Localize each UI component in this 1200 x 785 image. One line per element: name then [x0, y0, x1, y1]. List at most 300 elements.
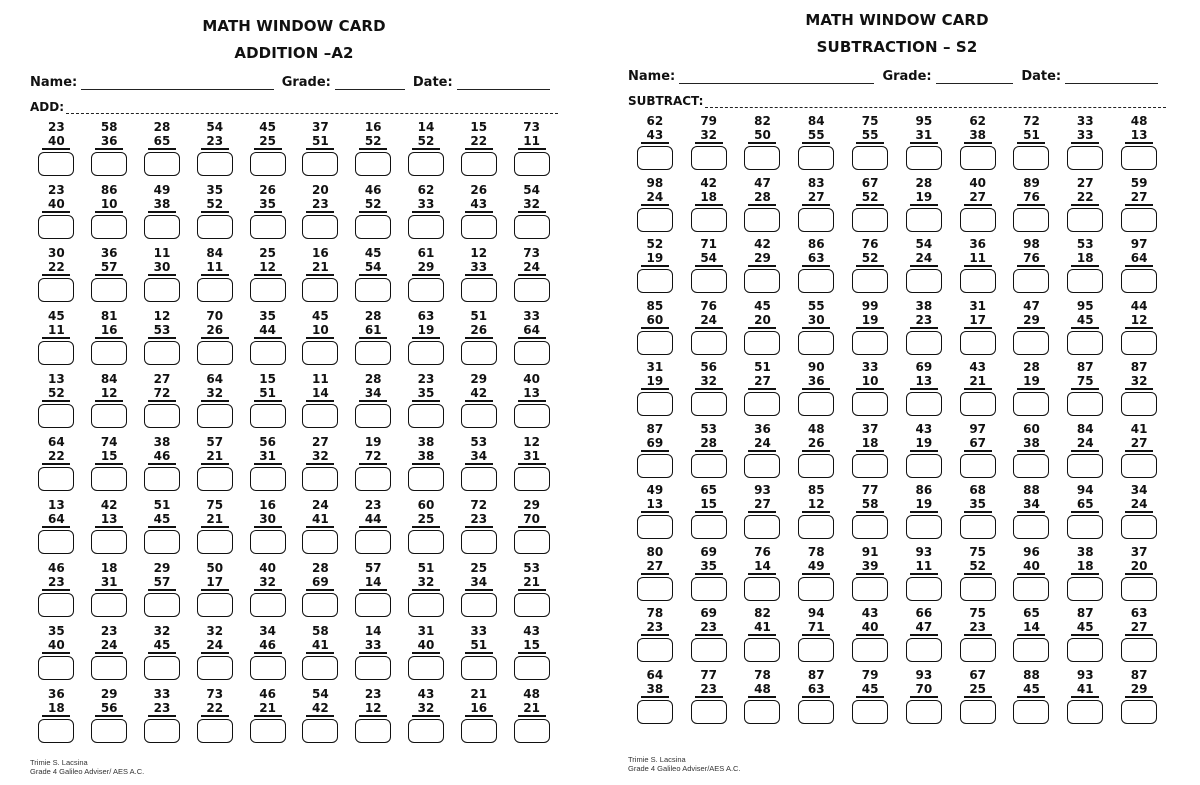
bottom-number: 65 [1071, 497, 1099, 513]
author-footer [628, 755, 741, 773]
answer-box[interactable] [1067, 577, 1103, 601]
answer-box[interactable] [461, 215, 497, 239]
answer-box[interactable] [408, 530, 444, 554]
problem-cell [83, 246, 136, 309]
bottom-number: 24 [695, 313, 723, 329]
answer-box[interactable] [852, 269, 888, 293]
date-field[interactable] [1065, 69, 1158, 84]
bottom-number: 26 [201, 323, 229, 339]
answer-box[interactable] [461, 404, 497, 428]
answer-box[interactable] [906, 392, 942, 416]
answer-box[interactable] [302, 215, 338, 239]
answer-box[interactable] [408, 719, 444, 743]
answer-box[interactable] [637, 638, 673, 662]
answer-box[interactable] [514, 215, 550, 239]
top-number: 68 [969, 483, 987, 497]
bottom-number: 18 [695, 190, 723, 206]
top-number: 28 [364, 309, 382, 323]
name-label: Name: [628, 69, 676, 84]
dashed-divider [66, 105, 558, 114]
answer-box[interactable] [1067, 700, 1103, 724]
answer-box[interactable] [852, 638, 888, 662]
answer-box[interactable] [906, 515, 942, 539]
answer-box[interactable] [691, 331, 727, 355]
answer-box[interactable] [691, 454, 727, 478]
bottom-number: 11 [201, 260, 229, 276]
answer-box[interactable] [852, 515, 888, 539]
problem-cell [400, 624, 453, 687]
top-number: 26 [259, 183, 276, 197]
answer-box[interactable] [38, 467, 74, 491]
answer-box[interactable] [1121, 454, 1157, 478]
answer-box[interactable] [744, 208, 780, 232]
answer-box[interactable] [355, 341, 391, 365]
grade-field[interactable] [936, 69, 1014, 84]
answer-box[interactable] [691, 146, 727, 170]
answer-box[interactable] [1067, 454, 1103, 478]
answer-box[interactable] [798, 577, 834, 601]
answer-box[interactable] [637, 454, 673, 478]
answer-box[interactable] [798, 700, 834, 724]
answer-box[interactable] [91, 656, 127, 680]
bottom-number: 57 [95, 260, 123, 276]
answer-box[interactable] [637, 577, 673, 601]
answer-box[interactable] [250, 152, 286, 176]
answer-box[interactable] [960, 146, 996, 170]
answer-box[interactable] [144, 593, 180, 617]
answer-box[interactable] [906, 700, 942, 724]
name-field[interactable] [81, 75, 273, 90]
answer-box[interactable] [38, 719, 74, 743]
answer-box[interactable] [197, 152, 233, 176]
author-name: Trimie S. Lacsina [30, 758, 88, 767]
top-number: 87 [646, 421, 664, 436]
top-number: 70 [206, 309, 224, 323]
answer-box[interactable] [38, 152, 74, 176]
answer-box[interactable] [302, 341, 338, 365]
problem-cell [136, 246, 189, 309]
answer-box[interactable] [852, 392, 888, 416]
problem-cell [241, 246, 294, 309]
answer-box[interactable] [250, 215, 286, 239]
answer-box[interactable] [798, 392, 834, 416]
answer-box[interactable] [744, 146, 780, 170]
answer-box[interactable] [408, 593, 444, 617]
answer-box[interactable] [144, 341, 180, 365]
answer-box[interactable] [798, 269, 834, 293]
top-number: 64 [48, 435, 65, 449]
answer-box[interactable] [408, 278, 444, 302]
answer-box[interactable] [852, 577, 888, 601]
bottom-number: 34 [465, 449, 493, 465]
answer-box[interactable] [744, 269, 780, 293]
answer-box[interactable] [1121, 577, 1157, 601]
top-number: 28 [915, 175, 933, 190]
answer-box[interactable] [1013, 700, 1049, 724]
top-number: 85 [807, 483, 825, 497]
top-number: 34 [259, 624, 276, 638]
answer-box[interactable] [637, 331, 673, 355]
answer-box[interactable] [1067, 392, 1103, 416]
answer-box[interactable] [355, 719, 391, 743]
answer-box[interactable] [355, 215, 391, 239]
top-number: 75 [969, 606, 987, 620]
problem-cell [1058, 237, 1112, 299]
answer-box[interactable] [1013, 454, 1049, 478]
answer-box[interactable] [302, 530, 338, 554]
date-field[interactable] [457, 75, 550, 90]
answer-box[interactable] [798, 454, 834, 478]
answer-box[interactable] [744, 454, 780, 478]
top-number: 83 [807, 175, 825, 190]
answer-box[interactable] [906, 454, 942, 478]
answer-box[interactable] [744, 638, 780, 662]
bottom-number: 33 [1071, 128, 1099, 144]
bottom-number: 41 [748, 620, 776, 636]
answer-box[interactable] [960, 392, 996, 416]
answer-box[interactable] [1121, 392, 1157, 416]
answer-box[interactable] [197, 278, 233, 302]
top-number: 42 [100, 498, 118, 512]
answer-box[interactable] [302, 719, 338, 743]
answer-box[interactable] [250, 530, 286, 554]
answer-box[interactable] [1121, 146, 1157, 170]
problem-cell [1005, 545, 1059, 607]
answer-box[interactable] [514, 404, 550, 428]
answer-box[interactable] [144, 467, 180, 491]
answer-box[interactable] [1067, 331, 1103, 355]
problem-cell [682, 176, 736, 238]
problem-cell [1058, 114, 1112, 176]
answer-box[interactable] [1067, 515, 1103, 539]
answer-box[interactable] [1013, 638, 1049, 662]
answer-box[interactable] [197, 530, 233, 554]
top-number: 86 [915, 483, 933, 497]
top-number: 55 [807, 298, 825, 313]
bottom-number: 13 [518, 386, 546, 402]
answer-box[interactable] [852, 208, 888, 232]
bottom-number: 64 [42, 512, 70, 528]
answer-box[interactable] [852, 146, 888, 170]
problem-cell [136, 120, 189, 183]
top-number: 94 [1076, 483, 1094, 497]
top-number: 11 [153, 246, 171, 260]
top-number: 36 [969, 237, 987, 251]
bottom-number: 61 [359, 323, 387, 339]
answer-box[interactable] [514, 467, 550, 491]
answer-box[interactable] [355, 593, 391, 617]
answer-box[interactable] [960, 638, 996, 662]
answer-box[interactable] [1121, 208, 1157, 232]
answer-box[interactable] [408, 467, 444, 491]
answer-box[interactable] [691, 515, 727, 539]
answer-box[interactable] [91, 215, 127, 239]
answer-box[interactable] [461, 530, 497, 554]
top-number: 66 [915, 606, 933, 620]
answer-box[interactable] [408, 404, 444, 428]
top-number: 11 [312, 372, 329, 386]
answer-box[interactable] [852, 454, 888, 478]
bottom-number: 32 [306, 449, 334, 465]
problem-cell [1005, 237, 1059, 299]
answer-box[interactable] [1121, 269, 1157, 293]
answer-box[interactable] [461, 341, 497, 365]
bottom-number: 38 [964, 128, 992, 144]
answer-box[interactable] [302, 404, 338, 428]
bottom-number: 38 [1017, 436, 1045, 452]
answer-box[interactable] [144, 278, 180, 302]
answer-box[interactable] [1121, 638, 1157, 662]
problem-cell [736, 545, 790, 607]
answer-box[interactable] [197, 467, 233, 491]
answer-box[interactable] [197, 656, 233, 680]
answer-box[interactable] [852, 331, 888, 355]
top-number: 74 [100, 435, 118, 449]
bottom-number: 42 [306, 701, 334, 717]
answer-box[interactable] [798, 515, 834, 539]
answer-box[interactable] [960, 515, 996, 539]
name-field[interactable] [679, 69, 874, 84]
top-number: 53 [700, 421, 718, 436]
answer-box[interactable] [906, 208, 942, 232]
answer-box[interactable] [906, 331, 942, 355]
answer-box[interactable] [250, 656, 286, 680]
grade-field[interactable] [335, 75, 405, 90]
answer-box[interactable] [691, 638, 727, 662]
answer-box[interactable] [1067, 269, 1103, 293]
answer-box[interactable] [91, 719, 127, 743]
answer-box[interactable] [1067, 146, 1103, 170]
answer-box[interactable] [461, 278, 497, 302]
answer-box[interactable] [960, 208, 996, 232]
answer-box[interactable] [91, 341, 127, 365]
answer-box[interactable] [91, 530, 127, 554]
answer-box[interactable] [355, 278, 391, 302]
answer-box[interactable] [91, 593, 127, 617]
bottom-number: 67 [964, 436, 992, 452]
answer-box[interactable] [691, 577, 727, 601]
bottom-number: 31 [910, 128, 938, 144]
answer-box[interactable] [637, 700, 673, 724]
answer-box[interactable] [1013, 146, 1049, 170]
answer-box[interactable] [514, 593, 550, 617]
answer-box[interactable] [250, 404, 286, 428]
answer-box[interactable] [744, 331, 780, 355]
answer-box[interactable] [408, 656, 444, 680]
answer-box[interactable] [197, 404, 233, 428]
answer-box[interactable] [691, 392, 727, 416]
answer-box[interactable] [302, 593, 338, 617]
answer-box[interactable] [461, 593, 497, 617]
answer-box[interactable] [197, 719, 233, 743]
answer-box[interactable] [144, 215, 180, 239]
answer-box[interactable] [38, 404, 74, 428]
answer-box[interactable] [461, 719, 497, 743]
problem-cell [951, 114, 1005, 176]
problem-cell [294, 246, 347, 309]
answer-box[interactable] [798, 331, 834, 355]
answer-box[interactable] [1121, 515, 1157, 539]
answer-box[interactable] [144, 656, 180, 680]
top-number: 67 [969, 667, 987, 682]
problem-cell [843, 422, 897, 484]
answer-box[interactable] [197, 593, 233, 617]
answer-box[interactable] [1121, 331, 1157, 355]
answer-box[interactable] [91, 467, 127, 491]
answer-box[interactable] [144, 152, 180, 176]
answer-box[interactable] [1067, 208, 1103, 232]
answer-box[interactable] [691, 208, 727, 232]
answer-box[interactable] [38, 278, 74, 302]
answer-box[interactable] [906, 146, 942, 170]
answer-box[interactable] [38, 656, 74, 680]
answer-box[interactable] [1013, 577, 1049, 601]
answer-box[interactable] [144, 404, 180, 428]
top-number: 42 [754, 237, 771, 251]
answer-box[interactable] [461, 152, 497, 176]
answer-box[interactable] [355, 530, 391, 554]
answer-box[interactable] [38, 530, 74, 554]
answer-box[interactable] [514, 341, 550, 365]
top-number: 90 [807, 360, 825, 374]
problem-cell [83, 183, 136, 246]
answer-box[interactable] [637, 208, 673, 232]
answer-box[interactable] [302, 467, 338, 491]
answer-box[interactable] [250, 278, 286, 302]
answer-box[interactable] [1121, 700, 1157, 724]
answer-box[interactable] [144, 719, 180, 743]
top-number: 48 [523, 687, 540, 701]
answer-box[interactable] [302, 656, 338, 680]
problem-cell [347, 687, 400, 750]
answer-box[interactable] [91, 152, 127, 176]
problem-cell [30, 120, 83, 183]
answer-box[interactable] [906, 577, 942, 601]
answer-box[interactable] [1013, 392, 1049, 416]
answer-box[interactable] [1013, 331, 1049, 355]
problem-cell [452, 624, 505, 687]
problem-cell [347, 246, 400, 309]
answer-box[interactable] [514, 530, 550, 554]
answer-box[interactable] [798, 208, 834, 232]
answer-box[interactable] [144, 530, 180, 554]
answer-box[interactable] [637, 392, 673, 416]
bottom-number: 48 [748, 682, 776, 698]
answer-box[interactable] [798, 638, 834, 662]
answer-box[interactable] [691, 269, 727, 293]
problem-cell [241, 372, 294, 435]
bottom-number: 49 [802, 559, 830, 575]
top-number: 33 [861, 360, 879, 374]
answer-box[interactable] [514, 656, 550, 680]
answer-box[interactable] [744, 700, 780, 724]
answer-box[interactable] [960, 331, 996, 355]
answer-box[interactable] [906, 269, 942, 293]
answer-box[interactable] [38, 593, 74, 617]
top-number: 93 [915, 544, 933, 559]
problem-cell [400, 687, 453, 750]
answer-box[interactable] [408, 152, 444, 176]
answer-box[interactable] [250, 719, 286, 743]
answer-box[interactable] [91, 404, 127, 428]
answer-box[interactable] [960, 577, 996, 601]
answer-box[interactable] [744, 392, 780, 416]
answer-box[interactable] [906, 638, 942, 662]
answer-box[interactable] [408, 215, 444, 239]
answer-box[interactable] [461, 656, 497, 680]
top-number: 72 [1023, 114, 1040, 128]
answer-box[interactable] [1067, 638, 1103, 662]
answer-box[interactable] [408, 341, 444, 365]
answer-box[interactable] [514, 719, 550, 743]
answer-box[interactable] [91, 278, 127, 302]
problem-cell [505, 120, 558, 183]
top-number: 60 [1023, 421, 1040, 436]
answer-box[interactable] [637, 515, 673, 539]
answer-box[interactable] [960, 454, 996, 478]
bottom-number: 10 [306, 323, 334, 339]
top-number: 56 [700, 360, 718, 374]
bottom-number: 51 [1017, 128, 1045, 144]
answer-box[interactable] [960, 269, 996, 293]
answer-box[interactable] [250, 341, 286, 365]
answer-box[interactable] [38, 215, 74, 239]
answer-box[interactable] [355, 656, 391, 680]
bottom-number: 33 [412, 197, 440, 213]
answer-box[interactable] [798, 146, 834, 170]
answer-box[interactable] [197, 215, 233, 239]
problem-cell [83, 120, 136, 183]
bottom-number: 38 [148, 197, 176, 213]
bottom-number: 41 [1071, 682, 1099, 698]
answer-box[interactable] [1013, 515, 1049, 539]
answer-box[interactable] [1013, 269, 1049, 293]
top-number: 37 [1130, 544, 1148, 559]
answer-box[interactable] [355, 404, 391, 428]
answer-box[interactable] [960, 700, 996, 724]
answer-box[interactable] [514, 278, 550, 302]
answer-box[interactable] [250, 593, 286, 617]
answer-box[interactable] [637, 146, 673, 170]
answer-box[interactable] [38, 341, 74, 365]
bottom-number: 20 [748, 313, 776, 329]
answer-box[interactable] [514, 152, 550, 176]
answer-box[interactable] [302, 278, 338, 302]
answer-box[interactable] [852, 700, 888, 724]
problem-cell [1005, 176, 1059, 238]
answer-box[interactable] [355, 467, 391, 491]
answer-box[interactable] [250, 467, 286, 491]
top-number: 24 [312, 498, 329, 512]
answer-box[interactable] [197, 341, 233, 365]
bottom-number: 71 [802, 620, 830, 636]
answer-box[interactable] [1013, 208, 1049, 232]
problem-cell [347, 498, 400, 561]
top-number: 31 [646, 360, 664, 374]
answer-box[interactable] [302, 152, 338, 176]
bottom-number: 72 [359, 449, 387, 465]
answer-box[interactable] [637, 269, 673, 293]
answer-box[interactable] [744, 577, 780, 601]
answer-box[interactable] [691, 700, 727, 724]
answer-box[interactable] [355, 152, 391, 176]
problem-cell [136, 372, 189, 435]
answer-box[interactable] [744, 515, 780, 539]
top-number: 77 [700, 667, 718, 682]
answer-box[interactable] [461, 467, 497, 491]
problem-cell [400, 120, 453, 183]
problem-cell [628, 668, 682, 730]
